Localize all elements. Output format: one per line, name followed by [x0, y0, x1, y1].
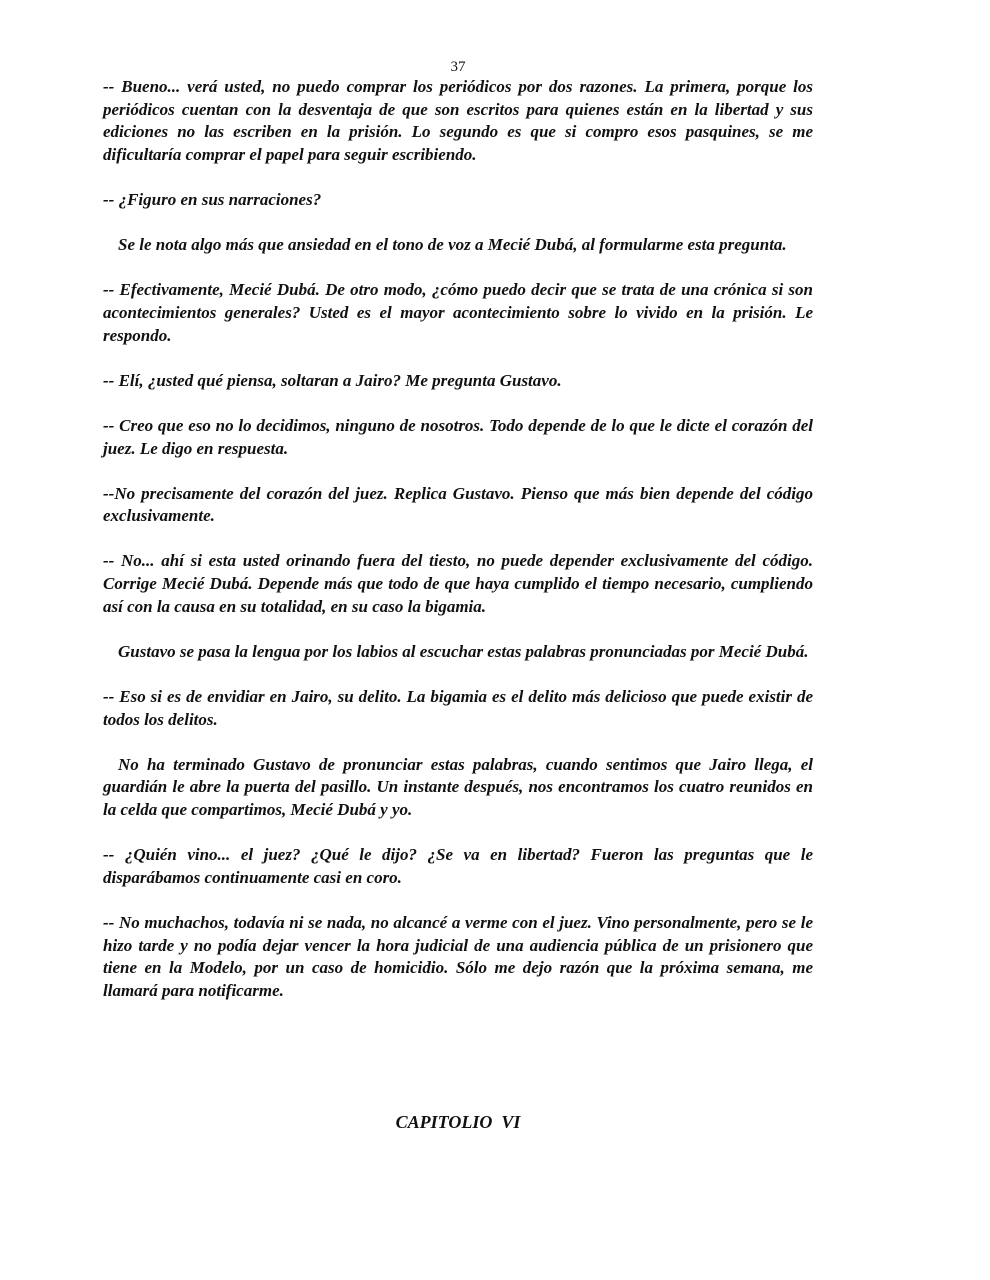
paragraph: Gustavo se pasa la lengua por los labios al escuchar estas palabras pronunciadas por Mecié Dubá.: [118, 641, 809, 661]
chapter-heading: CAPITOLIO VI: [395, 1112, 521, 1132]
paragraph: --No precisamente del corazón del juez. Replica Gustavo. Pienso que más bien depende del código exclusivamente.: [103, 483, 813, 526]
page-number: 37: [450, 59, 466, 75]
paragraph: -- Efectivamente, Mecié Dubá. De otro modo, ¿cómo puedo decir que se trata de una crónica si son acontecimientos generales? Usted es el mayor acontecimiento sobre lo vivido en la prisión. Le respondo.: [103, 280, 813, 345]
paragraph: -- Eso si es de envidiar en Jairo, su delito. La bigamia es el delito más delicioso que puede existir de todos los delitos.: [103, 687, 813, 729]
paragraph: No ha terminado Gustavo de pronunciar estas palabras, cuando sentimos que Jairo llega, el guardián le abre la puerta del pasillo. Un instante después, nos encontramos los cuatro reunidos en la celda que compartimos, Mecié Dubá y yo.: [103, 754, 813, 819]
paragraph: -- ¿Figuro en sus narraciones?: [103, 189, 322, 209]
paragraph: Se le nota algo más que ansiedad en el tono de voz a Mecié Dubá, al formularme esta pregunta.: [118, 235, 787, 255]
paragraph: -- Elí, ¿usted qué piensa, soltaran a Jairo? Me pregunta Gustavo.: [103, 370, 562, 390]
paragraph: -- No... ahí si esta usted orinando fuera del tiesto, no puede depender exclusivamente del código. Corrige Mecié Dubá. Depende más que todo de que haya cumplido el tiempo necesario, cumpliendo así con la causa en su totalidad, en su caso la bigamia.: [103, 551, 813, 616]
paragraph: -- No muchachos, todavía ni se nada, no alcancé a verme con el juez. Vino personalmente, pero se le hizo tarde y no podía dejar vencer la hora judicial de una audiencia pública de un prisionero que tiene en la Modelo, por un caso de homicidio. Sólo me dejo razón que la próxima semana, me llamará para notificarme.: [103, 912, 813, 1000]
body-text: [103, 76, 813, 1025]
paragraph: -- Creo que eso no lo decidimos, ninguno de nosotros. Todo depende de lo que le dicte el corazón del juez. Le digo en respuesta.: [103, 415, 813, 458]
paragraph: -- ¿Quién vino... el juez? ¿Qué le dijo? ¿Se va en libertad? Fueron las preguntas que le disparábamos continuamente casi en coro.: [103, 845, 813, 887]
paragraph: -- Bueno... verá usted, no puedo comprar los periódicos por dos razones. La primera, porque los periódicos cuentan con la desventaja de que son escritos para quienes están en la libertad y sus ediciones no las escriben en la prisión. Lo segundo es que si compro esos pasquines, se me dificultaría comprar el papel para seguir escribiendo.: [103, 77, 813, 164]
